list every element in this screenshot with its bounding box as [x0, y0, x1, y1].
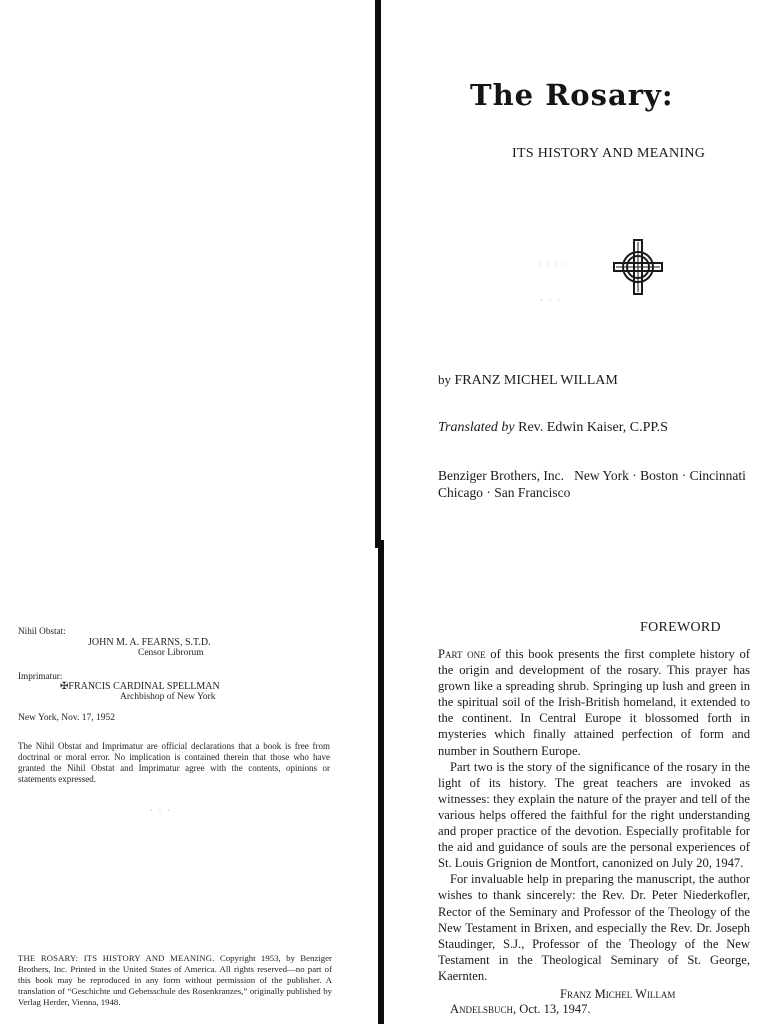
- publisher-line-1: Benziger Brothers, Inc. New York · Boston · Cincinnati: [438, 468, 746, 483]
- copyright-title: THE ROSARY: ITS HISTORY AND MEANING.: [18, 953, 215, 963]
- publisher-block: [438, 467, 758, 501]
- faint-mark: · · · ·: [538, 260, 569, 269]
- foreword-paragraph-3: For invaluable help in preparing the manuscript, the author wishes to thank sincerely: the Rev. Dr. Peter Niederkofler, Rector of the Seminary and Professor of the Theology of the New Testament in Brixen, and especially the Rev. Dr. Joseph Staudinger, S.J., Professor of the Theology of the New Testament in the Theological Seminary of St. George, Kaernten.: [438, 872, 750, 983]
- publisher-line-2: Chicago · San Francisco: [438, 485, 571, 500]
- copyright-notice: [18, 953, 332, 1008]
- dateline-place: Andelsbuch,: [450, 1002, 517, 1016]
- foreword-paragraph-1: Part one of this book presents the first complete history of the origin and development of the rosary. This prayer has grown like a spreading shrub. Springing up lush and green in the spiritual soil of the Irish-British homeland, it extended to the continent. In Central Europe it blossomed forth in mysteries which finally attained perfection of form and number in Southern Europe.: [438, 647, 751, 758]
- binding-gutter-top: [375, 0, 381, 548]
- dateline-date: Oct. 13, 1947.: [519, 1002, 591, 1016]
- author-line: [438, 372, 618, 389]
- imprimatur-name: ✠FRANCIS CARDINAL SPELLMAN: [60, 681, 220, 692]
- foreword-body: [438, 646, 750, 984]
- translator-line: [438, 420, 668, 436]
- foreword-signature: Franz Michel Willam: [560, 987, 676, 1001]
- foreword-dateline: [450, 1002, 590, 1017]
- foreword-lead-in: Part one: [438, 647, 486, 661]
- nihil-obstat-role: Censor Librorum: [138, 648, 204, 658]
- imprimatur-label: Imprimatur:: [18, 671, 63, 681]
- translator-prefix: Translated by: [438, 420, 515, 435]
- imprimatur-role: Archbishop of New York: [120, 692, 216, 702]
- approval-place-date: New York, Nov. 17, 1952: [18, 713, 116, 723]
- celtic-cross-icon: [612, 236, 664, 298]
- book-subtitle: ITS HISTORY AND MEANING: [512, 146, 706, 161]
- faint-mark: · · ·: [540, 296, 562, 305]
- nihil-obstat-note: The Nihil Obstat and Imprimatur are official declarations that a book is free from doctrinal or moral error. No implication is contained therein that those who have granted the Nihil Obstat and Imprimatur agree with the contents, opinions or statements expressed.: [18, 741, 330, 784]
- nihil-obstat-label: Nihil Obstat:: [18, 626, 66, 636]
- author-prefix: by: [438, 372, 451, 387]
- author-name: FRANZ MICHEL WILLAM: [454, 373, 618, 388]
- foreword-heading: FOREWORD: [640, 620, 721, 635]
- translator-name: Rev. Edwin Kaiser, C.PP.S: [518, 420, 668, 435]
- foreword-paragraph-2: Part two is the story of the significance of the rosary in the light of its history. The great teachers are invoked as witnesses: they explain the nature of the prayer and tell of the various helps offered the faithful for the right understanding and proper practice of the devotion. Especially profitable for the aid and guidance of souls are the personal experiences of St. Louis Grignion de Montfort, canonized on July 20, 1947.: [438, 759, 750, 871]
- nihil-obstat-name: JOHN M. A. FEARNS, S.T.D.: [88, 637, 211, 648]
- faint-mark: · · ·: [150, 806, 172, 815]
- copyright-text: Copyright 1953, by Benziger Brothers, Inc. Printed in the United States of America. All rights reserved—no part of this book may be reproduced in any form without permission of the publisher. A translation of “Geschichte und Gebetsschule des Rosenkranzes,” originally published by Verlag Herder, Vienna, 1948.: [18, 953, 332, 1007]
- book-title: The Rosary:: [470, 78, 674, 112]
- binding-gutter-bottom: [378, 540, 384, 1024]
